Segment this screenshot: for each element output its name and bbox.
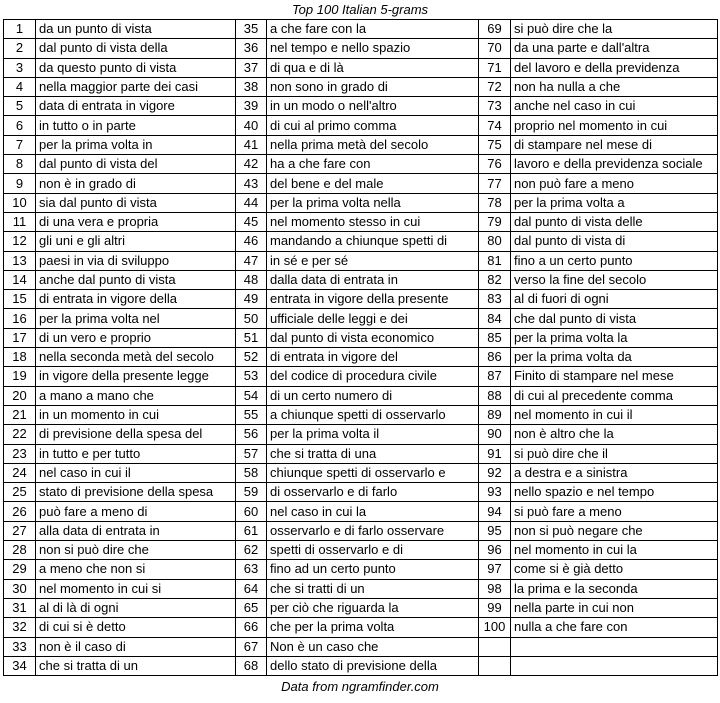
table-row: [4, 77, 718, 96]
rank-cell: 77: [479, 174, 511, 193]
ngram-cell: nel tempo e nello spazio: [267, 39, 479, 58]
rank-cell: 72: [479, 77, 511, 96]
ngram-cell: da un punto di vista: [36, 20, 236, 39]
rank-cell: 23: [4, 444, 36, 463]
rank-cell: 45: [236, 212, 267, 231]
rank-cell: 30: [4, 579, 36, 598]
rank-cell: 25: [4, 483, 36, 502]
ngram-cell: proprio nel momento in cui: [511, 116, 718, 135]
rank-cell: 17: [4, 328, 36, 347]
rank-cell: 50: [236, 309, 267, 328]
rank-cell: 19: [4, 367, 36, 386]
table-row: [4, 483, 718, 502]
rank-cell: 62: [236, 541, 267, 560]
ngram-cell: di cui al primo comma: [267, 116, 479, 135]
rank-cell: 34: [4, 656, 36, 675]
ngram-cell: di osservarlo e di farlo: [267, 483, 479, 502]
ngram-cell: dal punto di vista delle: [511, 212, 718, 231]
ngram-cell: [511, 637, 718, 656]
rank-cell: 31: [4, 598, 36, 617]
rank-cell: 6: [4, 116, 36, 135]
rank-cell: 15: [4, 290, 36, 309]
ngram-cell: nel caso in cui la: [267, 502, 479, 521]
ngram-cell: per la prima volta in: [36, 135, 236, 154]
table-row: [4, 579, 718, 598]
ngram-cell: a che fare con la: [267, 20, 479, 39]
ngram-cell: Finito di stampare nel mese: [511, 367, 718, 386]
table-row: [4, 598, 718, 617]
ngram-cell: anche dal punto di vista: [36, 270, 236, 289]
rank-cell: 7: [4, 135, 36, 154]
ngram-cell: per la prima volta da: [511, 348, 718, 367]
rank-cell: 20: [4, 386, 36, 405]
rank-cell: 49: [236, 290, 267, 309]
table-row: [4, 116, 718, 135]
ngram-cell: di cui al precedente comma: [511, 386, 718, 405]
rank-cell: 98: [479, 579, 511, 598]
ngram-cell: non si può negare che: [511, 521, 718, 540]
ngram-cell: non è in grado di: [36, 174, 236, 193]
rank-cell: 60: [236, 502, 267, 521]
table-row: [4, 521, 718, 540]
rank-cell: 11: [4, 212, 36, 231]
rank-cell: 47: [236, 251, 267, 270]
ngram-cell: che dal punto di vista: [511, 309, 718, 328]
table-row: [4, 97, 718, 116]
rank-cell: 1: [4, 20, 36, 39]
table-row: [4, 560, 718, 579]
table-row: [4, 656, 718, 675]
table-row: [4, 348, 718, 367]
rank-cell: 24: [4, 463, 36, 482]
ngram-cell: non ha nulla a che: [511, 77, 718, 96]
rank-cell: 100: [479, 618, 511, 637]
rank-cell: 26: [4, 502, 36, 521]
rank-cell: 3: [4, 58, 36, 77]
ngram-cell: nello spazio e nel tempo: [511, 483, 718, 502]
rank-cell: 16: [4, 309, 36, 328]
ngram-cell: per la prima volta la: [511, 328, 718, 347]
rank-cell: 93: [479, 483, 511, 502]
table-row: [4, 232, 718, 251]
rank-cell: 32: [4, 618, 36, 637]
rank-cell: 76: [479, 155, 511, 174]
rank-cell: 74: [479, 116, 511, 135]
ngram-cell: verso la fine del secolo: [511, 270, 718, 289]
ngram-cell: dalla data di entrata in: [267, 270, 479, 289]
rank-cell: 63: [236, 560, 267, 579]
rank-cell: 29: [4, 560, 36, 579]
table-row: [4, 386, 718, 405]
rank-cell: 52: [236, 348, 267, 367]
rank-cell: 37: [236, 58, 267, 77]
ngram-cell: al di fuori di ogni: [511, 290, 718, 309]
ngram-cell: nel momento in cui si: [36, 579, 236, 598]
table-row: [4, 290, 718, 309]
table-row: [4, 39, 718, 58]
ngram-cell: in sé e per sé: [267, 251, 479, 270]
rank-cell: 9: [4, 174, 36, 193]
ngram-cell: fino ad un certo punto: [267, 560, 479, 579]
ngram-cell: nulla a che fare con: [511, 618, 718, 637]
ngram-cell: anche nel caso in cui: [511, 97, 718, 116]
ngram-cell: dello stato di previsione della: [267, 656, 479, 675]
ngram-cell: in un momento in cui: [36, 405, 236, 424]
rank-cell: 81: [479, 251, 511, 270]
ngram-cell: nel momento stesso in cui: [267, 212, 479, 231]
ngram-cell: che si tratta di un: [36, 656, 236, 675]
ngram-cell: del codice di procedura civile: [267, 367, 479, 386]
ngram-cell: di cui si è detto: [36, 618, 236, 637]
rank-cell: 75: [479, 135, 511, 154]
rank-cell: 53: [236, 367, 267, 386]
ngram-cell: lavoro e della previdenza sociale: [511, 155, 718, 174]
ngram-cell: di entrata in vigore della: [36, 290, 236, 309]
table-row: [4, 155, 718, 174]
table-row: [4, 135, 718, 154]
rank-cell: 57: [236, 444, 267, 463]
ngram-cell: si può dire che il: [511, 444, 718, 463]
ngram-cell: dal punto di vista di: [511, 232, 718, 251]
table-row: [4, 367, 718, 386]
ngram-cell: di una vera e propria: [36, 212, 236, 231]
table-row: [4, 58, 718, 77]
rank-cell: 70: [479, 39, 511, 58]
rank-cell: 65: [236, 598, 267, 617]
ngram-cell: in tutto e per tutto: [36, 444, 236, 463]
ngram-cell: da questo punto di vista: [36, 58, 236, 77]
ngram-cell: di qua e di là: [267, 58, 479, 77]
rank-cell: 84: [479, 309, 511, 328]
rank-cell: 68: [236, 656, 267, 675]
ngram-cell: al di là di ogni: [36, 598, 236, 617]
rank-cell: 92: [479, 463, 511, 482]
rank-cell: 8: [4, 155, 36, 174]
ngram-cell: a destra e a sinistra: [511, 463, 718, 482]
rank-cell: 12: [4, 232, 36, 251]
table-row: [4, 270, 718, 289]
table-row: [4, 309, 718, 328]
rank-cell: 41: [236, 135, 267, 154]
ngram-cell: che si tratta di una: [267, 444, 479, 463]
rank-cell: 4: [4, 77, 36, 96]
ngram-cell: come si è già detto: [511, 560, 718, 579]
rank-cell: 67: [236, 637, 267, 656]
ngram-cell: che per la prima volta: [267, 618, 479, 637]
ngram-cell: di previsione della spesa del: [36, 425, 236, 444]
rank-cell: 48: [236, 270, 267, 289]
ngram-cell: nel caso in cui il: [36, 463, 236, 482]
ngram-table-body: [4, 20, 718, 676]
rank-cell: 69: [479, 20, 511, 39]
ngram-cell: entrata in vigore della presente: [267, 290, 479, 309]
ngram-cell: nella parte in cui non: [511, 598, 718, 617]
ngram-cell: a mano a mano che: [36, 386, 236, 405]
rank-cell: 56: [236, 425, 267, 444]
rank-cell: 27: [4, 521, 36, 540]
ngram-cell: di stampare nel mese di: [511, 135, 718, 154]
rank-cell: 88: [479, 386, 511, 405]
ngram-table: [3, 19, 718, 676]
rank-cell: 94: [479, 502, 511, 521]
ngram-cell: gli uni e gli altri: [36, 232, 236, 251]
rank-cell: 91: [479, 444, 511, 463]
rank-cell: 40: [236, 116, 267, 135]
ngram-cell: paesi in via di sviluppo: [36, 251, 236, 270]
rank-cell: 14: [4, 270, 36, 289]
rank-cell: 78: [479, 193, 511, 212]
rank-cell: 39: [236, 97, 267, 116]
ngram-cell: ufficiale delle leggi e dei: [267, 309, 479, 328]
ngram-cell: alla data di entrata in: [36, 521, 236, 540]
rank-cell: 80: [479, 232, 511, 251]
ngram-cell: si può dire che la: [511, 20, 718, 39]
ngram-cell: per la prima volta nel: [36, 309, 236, 328]
rank-cell: 22: [4, 425, 36, 444]
ngram-cell: di entrata in vigore del: [267, 348, 479, 367]
ngram-cell: si può fare a meno: [511, 502, 718, 521]
ngram-cell: non è altro che la: [511, 425, 718, 444]
ngram-cell: a meno che non si: [36, 560, 236, 579]
rank-cell: 64: [236, 579, 267, 598]
table-row: [4, 637, 718, 656]
rank-cell: 79: [479, 212, 511, 231]
table-row: [4, 425, 718, 444]
rank-cell: [479, 637, 511, 656]
rank-cell: 66: [236, 618, 267, 637]
rank-cell: 10: [4, 193, 36, 212]
ngram-cell: fino a un certo punto: [511, 251, 718, 270]
rank-cell: 99: [479, 598, 511, 617]
table-row: [4, 405, 718, 424]
rank-cell: 58: [236, 463, 267, 482]
ngram-cell: in un modo o nell'altro: [267, 97, 479, 116]
ngram-cell: nel momento in cui il: [511, 405, 718, 424]
rank-cell: 35: [236, 20, 267, 39]
table-row: [4, 328, 718, 347]
table-row: [4, 193, 718, 212]
ngram-cell: dal punto di vista economico: [267, 328, 479, 347]
table-row: [4, 251, 718, 270]
ngram-cell: nella prima metà del secolo: [267, 135, 479, 154]
rank-cell: 87: [479, 367, 511, 386]
ngram-cell: non sono in grado di: [267, 77, 479, 96]
rank-cell: 96: [479, 541, 511, 560]
ngram-cell: per la prima volta il: [267, 425, 479, 444]
ngram-cell: per ciò che riguarda la: [267, 598, 479, 617]
table-row: [4, 463, 718, 482]
ngram-cell: per la prima volta a: [511, 193, 718, 212]
rank-cell: 54: [236, 386, 267, 405]
rank-cell: 86: [479, 348, 511, 367]
rank-cell: 89: [479, 405, 511, 424]
ngram-cell: di un certo numero di: [267, 386, 479, 405]
ngram-cell: stato di previsione della spesa: [36, 483, 236, 502]
ngram-cell: nella maggior parte dei casi: [36, 77, 236, 96]
table-row: [4, 20, 718, 39]
ngram-cell: nella seconda metà del secolo: [36, 348, 236, 367]
rank-cell: 2: [4, 39, 36, 58]
ngram-cell: chiunque spetti di osservarlo e: [267, 463, 479, 482]
ngram-cell: in vigore della presente legge: [36, 367, 236, 386]
rank-cell: 82: [479, 270, 511, 289]
rank-cell: 38: [236, 77, 267, 96]
rank-cell: 42: [236, 155, 267, 174]
ngram-cell: ha a che fare con: [267, 155, 479, 174]
rank-cell: 18: [4, 348, 36, 367]
rank-cell: 13: [4, 251, 36, 270]
rank-cell: 44: [236, 193, 267, 212]
ngram-cell: del bene e del male: [267, 174, 479, 193]
ngram-cell: non può fare a meno: [511, 174, 718, 193]
ngram-cell: osservarlo e di farlo osservare: [267, 521, 479, 540]
rank-cell: 55: [236, 405, 267, 424]
ngram-cell: data di entrata in vigore: [36, 97, 236, 116]
ngram-cell: Non è un caso che: [267, 637, 479, 656]
ngram-cell: dal punto di vista della: [36, 39, 236, 58]
rank-cell: 83: [479, 290, 511, 309]
rank-cell: 71: [479, 58, 511, 77]
ngram-cell: da una parte e dall'altra: [511, 39, 718, 58]
ngram-cell: a chiunque spetti di osservarlo: [267, 405, 479, 424]
rank-cell: 43: [236, 174, 267, 193]
rank-cell: 61: [236, 521, 267, 540]
ngram-cell: in tutto o in parte: [36, 116, 236, 135]
rank-cell: 90: [479, 425, 511, 444]
rank-cell: 46: [236, 232, 267, 251]
ngram-cell: nel momento in cui la: [511, 541, 718, 560]
rank-cell: 59: [236, 483, 267, 502]
rank-cell: 36: [236, 39, 267, 58]
rank-cell: 5: [4, 97, 36, 116]
table-row: [4, 541, 718, 560]
table-row: [4, 212, 718, 231]
ngram-cell: non si può dire che: [36, 541, 236, 560]
table-row: [4, 174, 718, 193]
ngram-cell: [511, 656, 718, 675]
rank-cell: 97: [479, 560, 511, 579]
rank-cell: 73: [479, 97, 511, 116]
table-title: Top 100 Italian 5-grams: [291, 2, 429, 17]
table-row: [4, 444, 718, 463]
ngram-cell: può fare a meno di: [36, 502, 236, 521]
ngram-cell: spetti di osservarlo e di: [267, 541, 479, 560]
ngram-cell: non è il caso di: [36, 637, 236, 656]
ngram-cell: di un vero e proprio: [36, 328, 236, 347]
rank-cell: 33: [4, 637, 36, 656]
table-row: [4, 618, 718, 637]
rank-cell: 21: [4, 405, 36, 424]
ngram-cell: che si tratti di un: [267, 579, 479, 598]
ngram-cell: dal punto di vista del: [36, 155, 236, 174]
source-footer: Data from ngramfinder.com: [281, 679, 439, 694]
table-row: [4, 502, 718, 521]
rank-cell: 95: [479, 521, 511, 540]
ngram-cell: sia dal punto di vista: [36, 193, 236, 212]
rank-cell: 51: [236, 328, 267, 347]
rank-cell: [479, 656, 511, 675]
ngram-cell: la prima e la seconda: [511, 579, 718, 598]
ngram-cell: mandando a chiunque spetti di: [267, 232, 479, 251]
ngram-cell: per la prima volta nella: [267, 193, 479, 212]
rank-cell: 85: [479, 328, 511, 347]
rank-cell: 28: [4, 541, 36, 560]
ngram-cell: del lavoro e della previdenza: [511, 58, 718, 77]
